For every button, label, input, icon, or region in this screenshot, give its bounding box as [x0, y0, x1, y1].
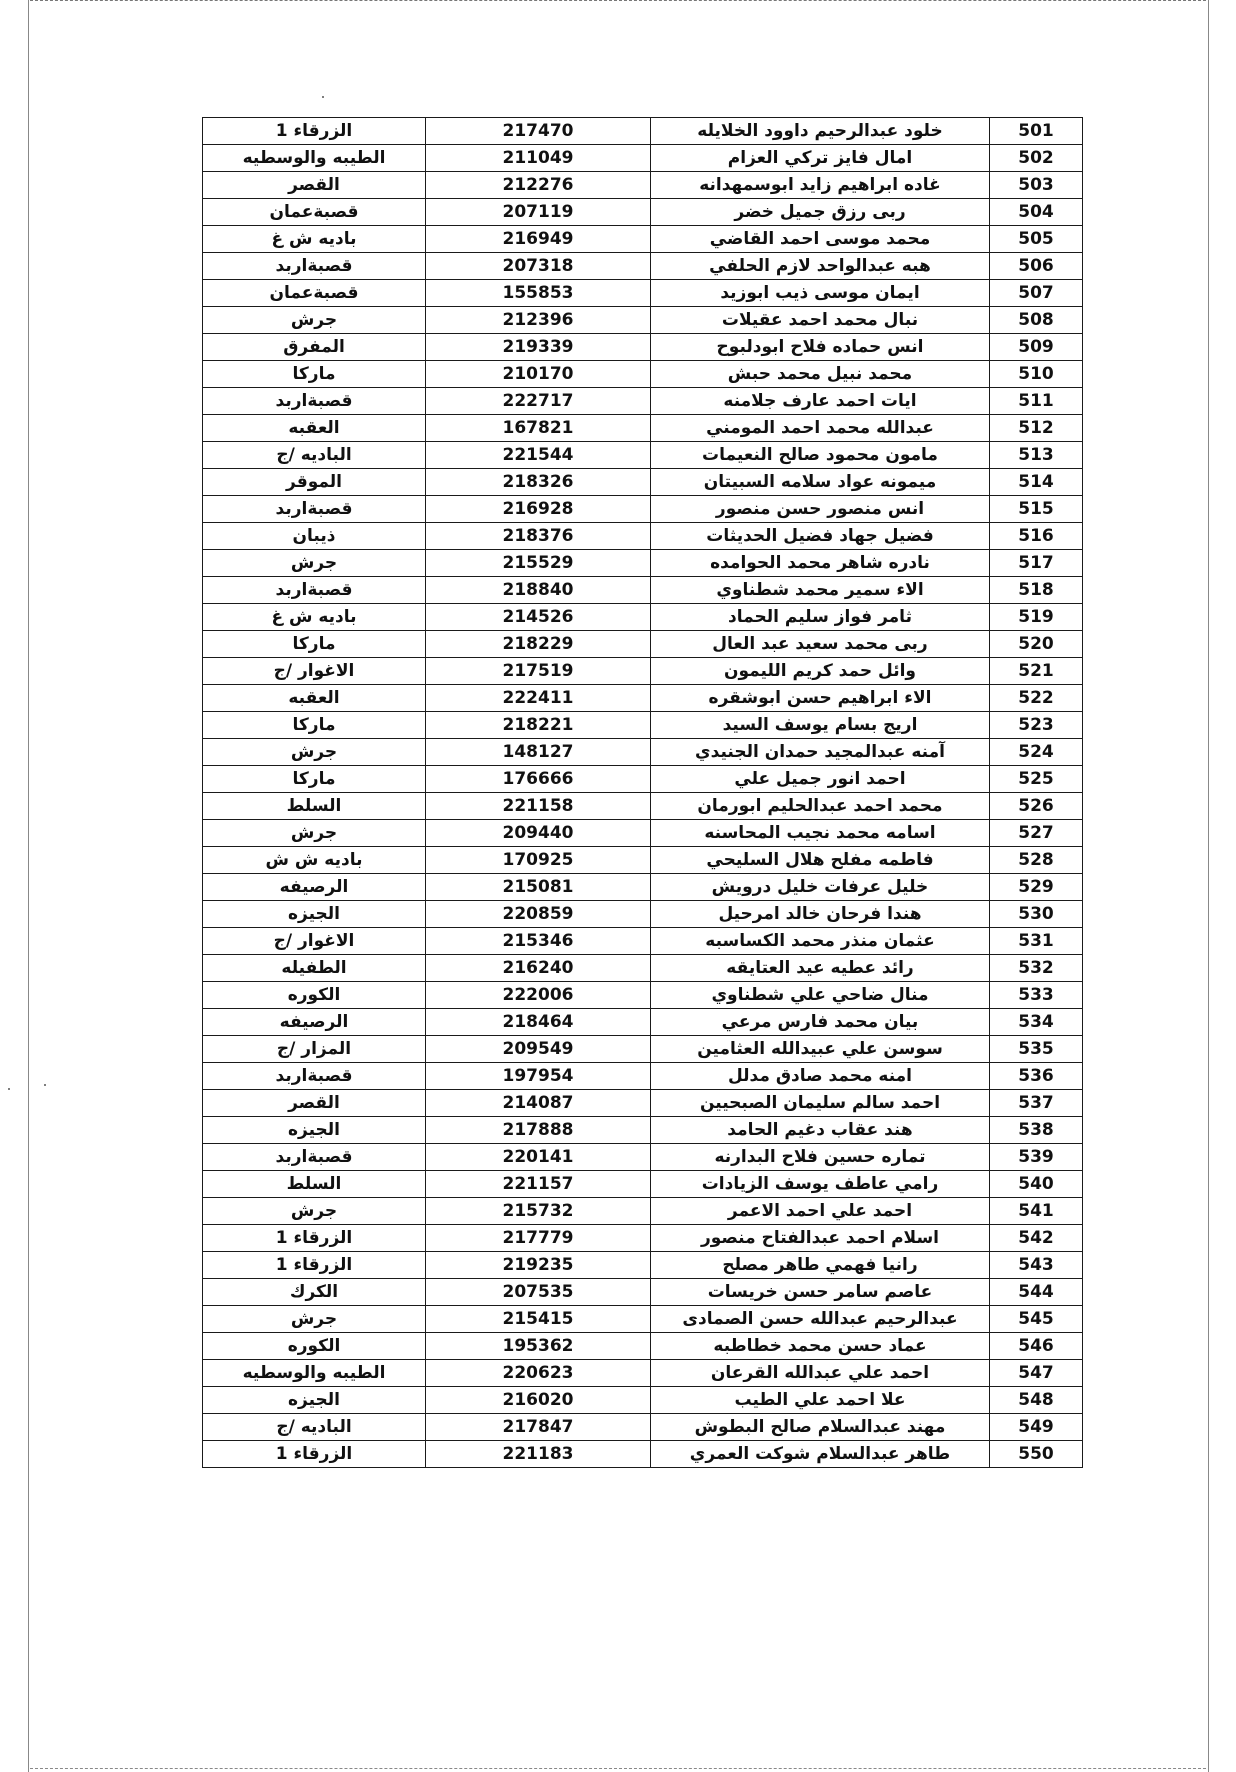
id-cell: 218840	[426, 577, 651, 604]
serial-cell: 550	[990, 1441, 1083, 1468]
id-cell: 215732	[426, 1198, 651, 1225]
serial-cell: 523	[990, 712, 1083, 739]
name-cell: احمد انور جميل علي	[651, 766, 990, 793]
table-row	[203, 415, 1083, 442]
serial-cell: 549	[990, 1414, 1083, 1441]
table-row	[203, 1009, 1083, 1036]
serial-cell: 534	[990, 1009, 1083, 1036]
name-cell: اسلام احمد عبدالفتاح منصور	[651, 1225, 990, 1252]
id-cell: 221183	[426, 1441, 651, 1468]
table-row	[203, 469, 1083, 496]
area-cell: قصبةاربد	[203, 388, 426, 415]
id-cell: 218221	[426, 712, 651, 739]
area-cell: الجيزه	[203, 1117, 426, 1144]
name-cell: مهند عبدالسلام صالح البطوش	[651, 1414, 990, 1441]
serial-cell: 513	[990, 442, 1083, 469]
name-cell: ثامر فواز سليم الحماد	[651, 604, 990, 631]
name-cell: نادره شاهر محمد الحوامده	[651, 550, 990, 577]
serial-cell: 507	[990, 280, 1083, 307]
name-cell: احمد علي احمد الاعمر	[651, 1198, 990, 1225]
area-cell: الباديه /ج	[203, 442, 426, 469]
table-row	[203, 388, 1083, 415]
table-row	[203, 685, 1083, 712]
name-cell: ربى محمد سعيد عبد العال	[651, 631, 990, 658]
id-cell: 215415	[426, 1306, 651, 1333]
area-cell: جرش	[203, 1306, 426, 1333]
serial-cell: 524	[990, 739, 1083, 766]
serial-cell: 526	[990, 793, 1083, 820]
id-cell: 217779	[426, 1225, 651, 1252]
name-cell: انس حماده فلاح ابودلبوح	[651, 334, 990, 361]
area-cell: قصبةاربد	[203, 577, 426, 604]
area-cell: الطيبه والوسطيه	[203, 1360, 426, 1387]
table-row	[203, 172, 1083, 199]
serial-cell: 532	[990, 955, 1083, 982]
id-cell: 218326	[426, 469, 651, 496]
table-row	[203, 1144, 1083, 1171]
id-cell: 218376	[426, 523, 651, 550]
area-cell: قصبةاربد	[203, 1063, 426, 1090]
table-row	[203, 145, 1083, 172]
area-cell: قصبةاربد	[203, 253, 426, 280]
id-cell: 214526	[426, 604, 651, 631]
roster-table	[202, 117, 1083, 1468]
table-row	[203, 1036, 1083, 1063]
area-cell: الكوره	[203, 982, 426, 1009]
serial-cell: 527	[990, 820, 1083, 847]
id-cell: 148127	[426, 739, 651, 766]
name-cell: ربى رزق جميل خضر	[651, 199, 990, 226]
serial-cell: 542	[990, 1225, 1083, 1252]
serial-cell: 504	[990, 199, 1083, 226]
id-cell: 216240	[426, 955, 651, 982]
name-cell: عثمان منذر محمد الكساسبه	[651, 928, 990, 955]
area-cell: قصبةعمان	[203, 280, 426, 307]
area-cell: جرش	[203, 739, 426, 766]
serial-cell: 533	[990, 982, 1083, 1009]
scan-speck	[44, 1084, 46, 1086]
table-row	[203, 847, 1083, 874]
area-cell: باديه ش غ	[203, 604, 426, 631]
serial-cell: 510	[990, 361, 1083, 388]
serial-cell: 535	[990, 1036, 1083, 1063]
id-cell: 220859	[426, 901, 651, 928]
area-cell: الزرقاء 1	[203, 1252, 426, 1279]
table-row	[203, 1279, 1083, 1306]
roster-table-body	[203, 118, 1083, 1468]
serial-cell: 529	[990, 874, 1083, 901]
table-row	[203, 1117, 1083, 1144]
name-cell: محمد نبيل محمد حبش	[651, 361, 990, 388]
serial-cell: 538	[990, 1117, 1083, 1144]
area-cell: الرصيفه	[203, 1009, 426, 1036]
name-cell: مامون محمود صالح النعيمات	[651, 442, 990, 469]
table-row	[203, 793, 1083, 820]
area-cell: الموقر	[203, 469, 426, 496]
table-row	[203, 523, 1083, 550]
table-row	[203, 1063, 1083, 1090]
name-cell: بيان محمد فارس مرعي	[651, 1009, 990, 1036]
table-row	[203, 307, 1083, 334]
name-cell: عاصم سامر حسن خريسات	[651, 1279, 990, 1306]
name-cell: اريج بسام يوسف السيد	[651, 712, 990, 739]
name-cell: هند عقاب دغيم الحامد	[651, 1117, 990, 1144]
id-cell: 217847	[426, 1414, 651, 1441]
id-cell: 212396	[426, 307, 651, 334]
serial-cell: 539	[990, 1144, 1083, 1171]
serial-cell: 536	[990, 1063, 1083, 1090]
table-row	[203, 577, 1083, 604]
name-cell: طاهر عبدالسلام شوكت العمري	[651, 1441, 990, 1468]
name-cell: عبدالرحيم عبدالله حسن الصمادى	[651, 1306, 990, 1333]
serial-cell: 537	[990, 1090, 1083, 1117]
id-cell: 155853	[426, 280, 651, 307]
area-cell: ماركا	[203, 712, 426, 739]
name-cell: رانيا فهمي طاهر مصلح	[651, 1252, 990, 1279]
serial-cell: 547	[990, 1360, 1083, 1387]
id-cell: 222411	[426, 685, 651, 712]
id-cell: 222006	[426, 982, 651, 1009]
name-cell: تماره حسين فلاح البدارنه	[651, 1144, 990, 1171]
name-cell: عبدالله محمد احمد المومني	[651, 415, 990, 442]
area-cell: العقبه	[203, 415, 426, 442]
serial-cell: 546	[990, 1333, 1083, 1360]
name-cell: سوسن علي عبيدالله العثامين	[651, 1036, 990, 1063]
table-row	[203, 1360, 1083, 1387]
area-cell: جرش	[203, 1198, 426, 1225]
name-cell: ايمان موسى ذيب ابوزيد	[651, 280, 990, 307]
table-row	[203, 604, 1083, 631]
area-cell: الباديه /ج	[203, 1414, 426, 1441]
serial-cell: 531	[990, 928, 1083, 955]
serial-cell: 503	[990, 172, 1083, 199]
area-cell: باديه ش غ	[203, 226, 426, 253]
serial-cell: 544	[990, 1279, 1083, 1306]
serial-cell: 543	[990, 1252, 1083, 1279]
name-cell: عماد حسن محمد خطاطبه	[651, 1333, 990, 1360]
area-cell: قصبةعمان	[203, 199, 426, 226]
serial-cell: 522	[990, 685, 1083, 712]
scan-speck	[8, 1088, 10, 1090]
area-cell: الزرقاء 1	[203, 1441, 426, 1468]
area-cell: جرش	[203, 307, 426, 334]
area-cell: القصر	[203, 1090, 426, 1117]
table-row	[203, 1171, 1083, 1198]
table-row	[203, 226, 1083, 253]
area-cell: الجيزه	[203, 1387, 426, 1414]
table-row	[203, 1414, 1083, 1441]
serial-cell: 528	[990, 847, 1083, 874]
id-cell: 215081	[426, 874, 651, 901]
serial-cell: 521	[990, 658, 1083, 685]
table-row	[203, 550, 1083, 577]
table-row	[203, 901, 1083, 928]
serial-cell: 501	[990, 118, 1083, 145]
name-cell: الاء ابراهيم حسن ابوشقره	[651, 685, 990, 712]
id-cell: 218229	[426, 631, 651, 658]
id-cell: 207318	[426, 253, 651, 280]
area-cell: السلط	[203, 1171, 426, 1198]
table-row	[203, 1387, 1083, 1414]
id-cell: 220623	[426, 1360, 651, 1387]
name-cell: منال ضاحي علي شطناوي	[651, 982, 990, 1009]
area-cell: السلط	[203, 793, 426, 820]
area-cell: الجيزه	[203, 901, 426, 928]
table-row	[203, 199, 1083, 226]
area-cell: ماركا	[203, 766, 426, 793]
table-row	[203, 955, 1083, 982]
table-row	[203, 1252, 1083, 1279]
name-cell: آمنه عبدالمجيد حمدان الجنيدي	[651, 739, 990, 766]
id-cell: 207535	[426, 1279, 651, 1306]
name-cell: علا احمد علي الطيب	[651, 1387, 990, 1414]
area-cell: الزرقاء 1	[203, 1225, 426, 1252]
id-cell: 215346	[426, 928, 651, 955]
name-cell: خليل عرفات خليل درويش	[651, 874, 990, 901]
name-cell: احمد علي عبدالله القرعان	[651, 1360, 990, 1387]
name-cell: امنه محمد صادق مدلل	[651, 1063, 990, 1090]
serial-cell: 511	[990, 388, 1083, 415]
serial-cell: 548	[990, 1387, 1083, 1414]
serial-cell: 514	[990, 469, 1083, 496]
scan-right-edge	[1208, 0, 1210, 1772]
area-cell: الاغوار /ج	[203, 658, 426, 685]
area-cell: الرصيفه	[203, 874, 426, 901]
table-row	[203, 280, 1083, 307]
name-cell: ايات احمد عارف جلامنه	[651, 388, 990, 415]
table-row	[203, 118, 1083, 145]
serial-cell: 517	[990, 550, 1083, 577]
name-cell: الاء سمير محمد شطناوي	[651, 577, 990, 604]
id-cell: 212276	[426, 172, 651, 199]
table-row	[203, 874, 1083, 901]
id-cell: 215529	[426, 550, 651, 577]
table-row	[203, 1090, 1083, 1117]
area-cell: قصبةاربد	[203, 496, 426, 523]
id-cell: 217519	[426, 658, 651, 685]
table-row	[203, 1306, 1083, 1333]
id-cell: 207119	[426, 199, 651, 226]
name-cell: فاطمه مفلح هلال السليحي	[651, 847, 990, 874]
scan-speck	[322, 96, 324, 98]
serial-cell: 530	[990, 901, 1083, 928]
area-cell: باديه ش ش	[203, 847, 426, 874]
id-cell: 167821	[426, 415, 651, 442]
name-cell: احمد سالم سليمان الصبحيين	[651, 1090, 990, 1117]
name-cell: انس منصور حسن منصور	[651, 496, 990, 523]
name-cell: هندا فرحان خالد امرحيل	[651, 901, 990, 928]
serial-cell: 541	[990, 1198, 1083, 1225]
id-cell: 217470	[426, 118, 651, 145]
name-cell: ميمونه عواد سلامه السبيتان	[651, 469, 990, 496]
id-cell: 219339	[426, 334, 651, 361]
serial-cell: 505	[990, 226, 1083, 253]
id-cell: 209440	[426, 820, 651, 847]
area-cell: ماركا	[203, 631, 426, 658]
name-cell: نبال محمد احمد عقيلات	[651, 307, 990, 334]
table-row	[203, 712, 1083, 739]
table-row	[203, 820, 1083, 847]
area-cell: العقبه	[203, 685, 426, 712]
area-cell: الطفيله	[203, 955, 426, 982]
name-cell: خلود عبدالرحيم داوود الخلايله	[651, 118, 990, 145]
scan-bottom-edge	[30, 1768, 1206, 1770]
serial-cell: 509	[990, 334, 1083, 361]
area-cell: الزرقاء 1	[203, 118, 426, 145]
name-cell: وائل حمد كريم الليمون	[651, 658, 990, 685]
id-cell: 197954	[426, 1063, 651, 1090]
id-cell: 170925	[426, 847, 651, 874]
id-cell: 216020	[426, 1387, 651, 1414]
id-cell: 221157	[426, 1171, 651, 1198]
name-cell: غاده ابراهيم زايد ابوسمهدانه	[651, 172, 990, 199]
area-cell: ماركا	[203, 361, 426, 388]
table-row	[203, 334, 1083, 361]
table-row	[203, 928, 1083, 955]
name-cell: فضيل جهاد فضيل الحديثات	[651, 523, 990, 550]
area-cell: الكرك	[203, 1279, 426, 1306]
table-row	[203, 766, 1083, 793]
name-cell: رائد عطيه عيد العتايقه	[651, 955, 990, 982]
table-row	[203, 1333, 1083, 1360]
table-row	[203, 739, 1083, 766]
table-row	[203, 982, 1083, 1009]
id-cell: 217888	[426, 1117, 651, 1144]
id-cell: 211049	[426, 145, 651, 172]
id-cell: 214087	[426, 1090, 651, 1117]
name-cell: امال فايز تركي العزام	[651, 145, 990, 172]
id-cell: 195362	[426, 1333, 651, 1360]
id-cell: 209549	[426, 1036, 651, 1063]
id-cell: 220141	[426, 1144, 651, 1171]
serial-cell: 506	[990, 253, 1083, 280]
id-cell: 218464	[426, 1009, 651, 1036]
table-row	[203, 1441, 1083, 1468]
table-row	[203, 442, 1083, 469]
table-row	[203, 658, 1083, 685]
serial-cell: 508	[990, 307, 1083, 334]
name-cell: رامي عاطف يوسف الزيادات	[651, 1171, 990, 1198]
area-cell: ذيبان	[203, 523, 426, 550]
serial-cell: 502	[990, 145, 1083, 172]
area-cell: قصبةاربد	[203, 1144, 426, 1171]
area-cell: جرش	[203, 820, 426, 847]
area-cell: جرش	[203, 550, 426, 577]
serial-cell: 520	[990, 631, 1083, 658]
id-cell: 176666	[426, 766, 651, 793]
id-cell: 216928	[426, 496, 651, 523]
serial-cell: 515	[990, 496, 1083, 523]
name-cell: محمد موسى احمد القاضي	[651, 226, 990, 253]
name-cell: هبه عبدالواحد لازم الحلفي	[651, 253, 990, 280]
table-row	[203, 253, 1083, 280]
area-cell: المفرق	[203, 334, 426, 361]
id-cell: 222717	[426, 388, 651, 415]
table-row	[203, 1225, 1083, 1252]
scan-top-edge	[30, 0, 1206, 2]
area-cell: القصر	[203, 172, 426, 199]
table-row	[203, 361, 1083, 388]
table-row	[203, 496, 1083, 523]
table-row	[203, 631, 1083, 658]
area-cell: الكوره	[203, 1333, 426, 1360]
scan-left-edge	[28, 0, 30, 1772]
area-cell: الاغوار /ج	[203, 928, 426, 955]
id-cell: 221158	[426, 793, 651, 820]
area-cell: الطيبه والوسطيه	[203, 145, 426, 172]
serial-cell: 525	[990, 766, 1083, 793]
serial-cell: 518	[990, 577, 1083, 604]
serial-cell: 540	[990, 1171, 1083, 1198]
serial-cell: 545	[990, 1306, 1083, 1333]
name-cell: محمد احمد عبدالحليم ابورمان	[651, 793, 990, 820]
id-cell: 210170	[426, 361, 651, 388]
area-cell: المزار /ج	[203, 1036, 426, 1063]
name-cell: اسامه محمد نجيب المحاسنه	[651, 820, 990, 847]
serial-cell: 516	[990, 523, 1083, 550]
id-cell: 216949	[426, 226, 651, 253]
table-row	[203, 1198, 1083, 1225]
id-cell: 221544	[426, 442, 651, 469]
id-cell: 219235	[426, 1252, 651, 1279]
serial-cell: 512	[990, 415, 1083, 442]
serial-cell: 519	[990, 604, 1083, 631]
